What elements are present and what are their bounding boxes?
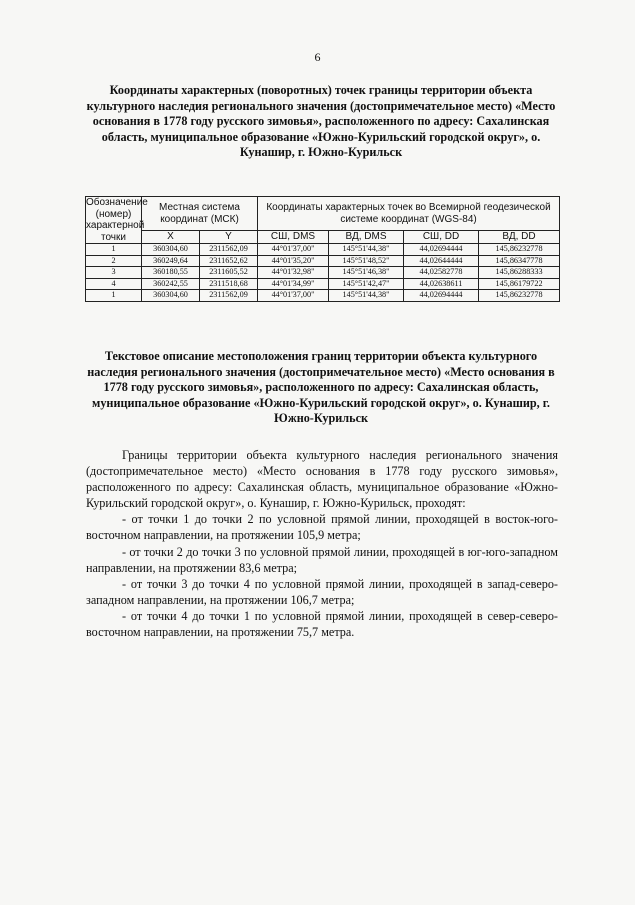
description-body [86,447,558,640]
table-row [86,278,560,290]
table-cell: 2311518,68 [200,278,258,290]
subheader-lon-dms: ВД, DMS [329,231,404,244]
table-cell: 360249,64 [142,255,200,267]
subheader-lon-dd: ВД, DD [479,231,560,244]
table-cell: 145,86232778 [479,290,560,302]
table-cell: 44°01'32,98" [258,267,329,279]
table-cell: 145,86347778 [479,255,560,267]
table-row [86,290,560,302]
subheader-lat-dms: СШ, DMS [258,231,329,244]
header-wgs: Координаты характерных точек во Всемирной геодезической системе координат (WGS-84) [258,197,560,231]
table-cell: 44°01'35,20" [258,255,329,267]
table-cell: 145°51'48,52" [329,255,404,267]
table-cell: 44°01'37,00" [258,244,329,256]
subheader-y: Y [200,231,258,244]
table-cell: 44°01'37,00" [258,290,329,302]
table-cell: 360180,55 [142,267,200,279]
table-cell: 145°51'44,38" [329,244,404,256]
table-cell: 360304,60 [142,244,200,256]
table-cell: 2311652,62 [200,255,258,267]
table-cell: 4 [86,278,142,290]
table-cell: 360242,55 [142,278,200,290]
table-cell: 44,02644444 [404,255,479,267]
header-msk: Местная система координат (МСК) [142,197,258,231]
table-row [86,244,560,256]
table-cell: 2 [86,255,142,267]
description-heading: Текстовое описание местоположения границ территории объекта культурного наследия регионального значения (достопримечательное место) «Место основания в 1778 году русского зимовья», расположенного по адресу: Сахалинская область, муниципальное образование «Южно-Курильский городской округ», о. Кунашир, г. Южно-Курильск [87,349,555,426]
table-cell: 360304,60 [142,290,200,302]
table-cell: 145,86232778 [479,244,560,256]
paragraph-segment-1-2: - от точки 1 до точки 2 по условной прямой линии, проходящей в восток-юго-восточном направлении, на протяжении 105,9 метра; [86,512,558,543]
page-number: 6 [314,50,321,64]
table-cell: 44°01'34,99" [258,278,329,290]
table-cell: 145°51'44,38" [329,290,404,302]
coordinates-heading: Координаты характерных (поворотных) точек границы территории объекта культурного наследия регионального значения (достопримечательное место) «Место основания в 1778 году русского зимовья», расположенного по адресу: Сахалинская область, муниципальное образование «Южно-Курильский городской округ», о. Кунашир, г. Южно-Курильск [86,83,556,160]
table-cell: 1 [86,290,142,302]
table-cell: 2311562,09 [200,244,258,256]
paragraph-segment-4-1: - от точки 4 до точки 1 по условной прямой линии, проходящей в север-северо-восточном направлении, на протяжении 75,7 метра. [86,608,558,640]
table-cell: 44,02638611 [404,278,479,290]
paragraph-segment-3-4: - от точки 3 до точки 4 по условной прямой линии, проходящей в запад-северо-западном направлении, на протяжении 106,7 метра; [86,576,558,607]
table-cell: 44,02694444 [404,244,479,256]
subheader-lat-dd: СШ, DD [404,231,479,244]
table-cell: 145°51'42,47" [329,278,404,290]
subheader-x: X [142,231,200,244]
table-cell: 3 [86,267,142,279]
paragraph-segment-2-3: - от точки 2 до точки 3 по условной прямой линии, проходящей в юг-юго-западном направлении, на протяжении 83,6 метра; [86,544,558,575]
header-point: Обозначение (номер) характерной точки [86,197,148,243]
table-cell: 2311605,52 [200,267,258,279]
coordinates-table [85,196,560,302]
table-cell: 2311562,09 [200,290,258,302]
table-cell: 44,02582778 [404,267,479,279]
table-cell: 145,86288333 [479,267,560,279]
table-cell: 1 [86,244,142,256]
table-row [86,255,560,267]
paragraph-intro: Границы территории объекта культурного наследия регионального значения (достопримечательное место) «Место основания в 1778 году русского зимовья», расположенного по адресу: Сахалинская область, муниципальное образование «Южно-Курильский городской округ», о. Кунашир, г. Южно-Курильск, проходят: [86,448,558,511]
table-row [86,267,560,279]
table-cell: 44,02694444 [404,290,479,302]
table-cell: 145°51'46,38" [329,267,404,279]
table-cell: 145,86179722 [479,278,560,290]
